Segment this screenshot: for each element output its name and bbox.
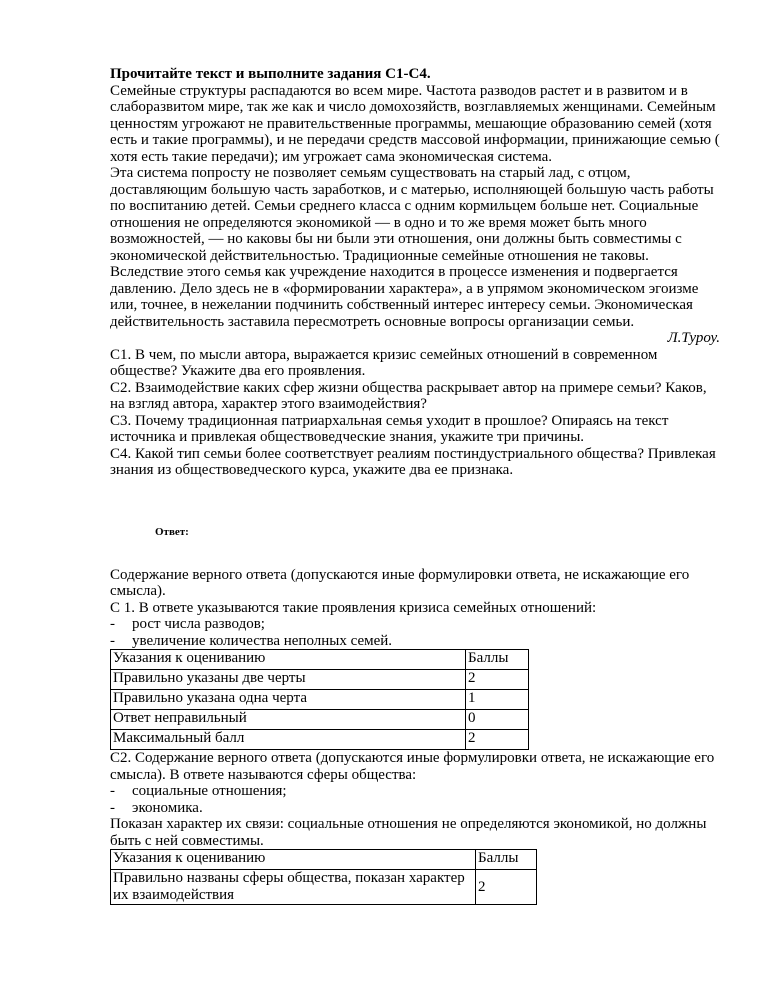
table-cell: Правильно указаны две черты [111,670,466,690]
table-header-row [111,650,529,670]
table-header-cell: Баллы [466,650,529,670]
c2-heading: С2. Содержание верного ответа (допускаются иные формулировки ответа, не искажающие его смысла). В ответе называются сферы общества: [110,750,715,783]
answer-intro: Содержание верного ответа (допускаются иные формулировки ответа, не искажающие его смысла). [110,566,690,599]
table-cell: Максимальный балл [111,730,466,750]
answer-label: Ответ: [155,525,189,538]
c1-item: - рост числа разводов; [110,616,265,632]
task-title: Прочитайте текст и выполните задания С1-С4. [110,66,431,82]
table-row [111,730,529,750]
document-page [110,66,720,905]
table-row [111,710,529,730]
c2-item: - социальные отношения; [110,783,287,799]
table-row [111,870,537,905]
c2-item: - экономика. [110,799,203,816]
table-cell: Ответ неправильный [111,710,466,730]
table-cell: 2 [476,870,537,905]
text-paragraph-2: Эта система попросту не позволяет семьям существовать на старый лад, с отцом, доставляющим большую часть заработков, и с матерью, исполняющей большую часть работы по воспитанию детей. Семьи среднего класса с одним кормильцем больше нет. Социальные отношения не определяются экономикой — в одно и то же время может быть много возможностей, — но каковы бы ни были эти отношения, они должны быть совместимы с экономической действительностью. Традиционные семейные отношения не таковы. Вследствие этого семья как учреждение находится в процессе изменения и подвергается давлению. Дело здесь не в «формировании характера», а в упрямом экономическом эгоизме или, точнее, в нежелании подчинить собственный интерес интересу семьи. Экономическая действительность заставила пересмотреть основные вопросы организации семьи. [110,165,714,330]
c2-scoring-table [110,849,537,905]
question-c2: С2. Взаимодействие каких сфер жизни общества раскрывает автор на примере семьи? Каков, на взгляд автора, характер этого взаимодействия? [110,379,707,412]
c1-item: - увеличение количества неполных семей. [110,632,393,649]
table-cell: 2 [466,730,529,750]
answer-block [110,567,720,906]
author-signature: Л.Туроу. [667,330,720,346]
table-cell: Правильно названы сферы общества, показан характер их взаимодействия [111,870,476,905]
table-header-cell: Баллы [476,850,537,870]
question-c4: С4. Какой тип семьи более соответствует реалиям постиндустриального общества? Привлекая знания из обществоведческого курса, укажите два ее признака. [110,445,716,478]
question-c3: С3. Почему традиционная патриархальная семья уходит в прошлое? Опираясь на текст источника и привлекая обществоведческие знания, укажите три причины. [110,412,669,445]
c1-heading: С 1. В ответе указываются такие проявления кризиса семейных отношений: [110,599,597,616]
table-cell: 2 [466,670,529,690]
question-c1: С1. В чем, по мысли автора, выражается кризис семейных отношений в современном обществе? Укажите два его проявления. [110,346,658,379]
table-header-row [111,850,537,870]
table-header-cell: Указания к оцениванию [111,850,476,870]
c2-note: Показан характер их связи: социальные отношения не определяются экономикой, но должны быть с ней совместимы. [110,816,707,849]
table-row [111,690,529,710]
c1-scoring-table [110,649,529,750]
text-paragraph-1: Семейные структуры распадаются во всем мире. Частота разводов растет и в развитом и в слаборазвитом мире, так же как и число домохозяйств, возглавляемых женщинами. Семейным ценностям угрожают не правительственные программы, мешающие образованию семей (хотя есть и такие программы), и не передачи средств массовой информации, принижающие семью ( хотя есть такие передачи); им угрожает сама экономическая система. [110,82,720,165]
table-header-cell: Указания к оцениванию [111,650,466,670]
table-cell: 1 [466,690,529,710]
table-cell: Правильно указана одна черта [111,690,466,710]
table-cell: 0 [466,710,529,730]
table-row [111,670,529,690]
